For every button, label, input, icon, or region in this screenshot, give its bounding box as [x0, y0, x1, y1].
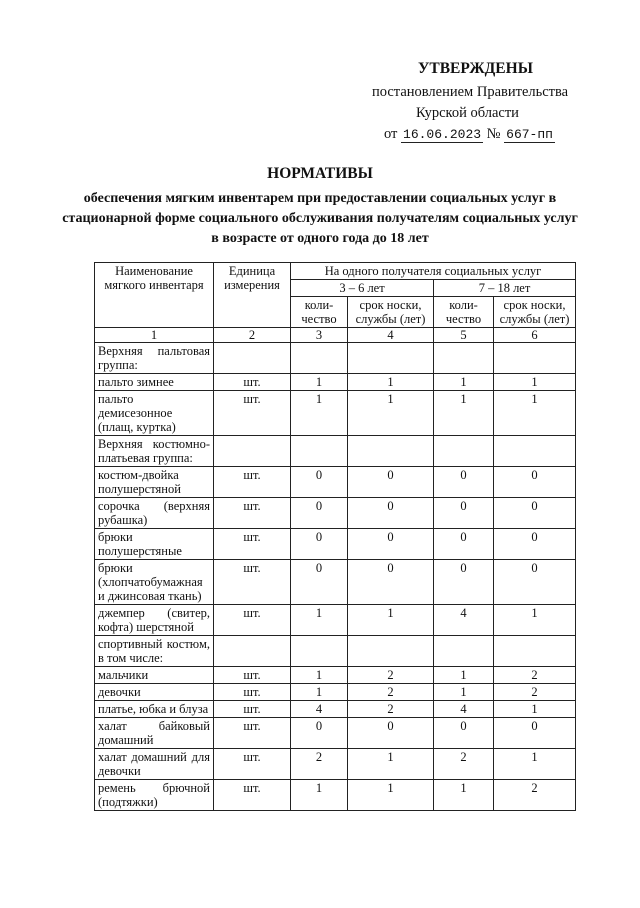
- term-7-18: 0: [494, 467, 576, 498]
- column-number: 3: [291, 328, 348, 343]
- qty-3-6: 1: [291, 391, 348, 436]
- approval-number: 667-пп: [506, 127, 553, 142]
- qty-7-18: [434, 343, 494, 374]
- qty-7-18: 1: [434, 391, 494, 436]
- qty-7-18: 1: [434, 684, 494, 701]
- approval-date: 16.06.2023: [403, 127, 482, 142]
- qty-3-6: 0: [291, 560, 348, 605]
- term-7-18: 1: [494, 374, 576, 391]
- qty-7-18: 0: [434, 718, 494, 749]
- table-row: [95, 749, 576, 780]
- item-unit: шт.: [214, 467, 291, 498]
- item-unit: шт.: [214, 718, 291, 749]
- header-qty-2: коли-чество: [434, 297, 494, 328]
- term-7-18: 0: [494, 498, 576, 529]
- term-7-18: 1: [494, 701, 576, 718]
- term-7-18: [494, 343, 576, 374]
- table-row: [95, 701, 576, 718]
- term-3-6: 0: [348, 498, 434, 529]
- term-3-6: 1: [348, 374, 434, 391]
- qty-7-18: 2: [434, 749, 494, 780]
- item-name: девочки: [95, 684, 214, 701]
- table-row: [95, 718, 576, 749]
- term-3-6: 0: [348, 560, 434, 605]
- item-unit: шт.: [214, 684, 291, 701]
- document-title: НОРМАТИВЫ: [267, 165, 373, 182]
- item-unit: шт.: [214, 780, 291, 811]
- qty-3-6: 1: [291, 780, 348, 811]
- header-term-2: срок носки, службы (лет): [494, 297, 576, 328]
- qty-3-6: 1: [291, 667, 348, 684]
- qty-3-6: 0: [291, 467, 348, 498]
- item-name: джемпер (свитер, кофта) шерстяной: [95, 605, 214, 636]
- header-name: Наименование мягкого инвентаря: [95, 263, 214, 328]
- item-unit: [214, 436, 291, 467]
- table-row: [95, 343, 576, 374]
- header-unit: Единица измерения: [214, 263, 291, 328]
- item-name: пальто демисезонное (плащ, куртка): [95, 391, 214, 436]
- approval-date-number: [384, 126, 555, 143]
- term-3-6: 1: [348, 605, 434, 636]
- norms-table: [94, 262, 576, 811]
- item-name: Верхняя пальтовая группа:: [95, 343, 214, 374]
- term-3-6: [348, 636, 434, 667]
- table-row: [95, 684, 576, 701]
- table-row: [95, 374, 576, 391]
- document-subtitle: обеспечения мягким инвентарем при предоставлении социальных услуг в стационарной форме социального обслуживания получателям социальных услуг в возрасте от одного года до 18 лет: [62, 191, 578, 246]
- table-row: [95, 667, 576, 684]
- norms-table-body: [95, 343, 576, 811]
- column-number: 6: [494, 328, 576, 343]
- term-7-18: 0: [494, 529, 576, 560]
- qty-3-6: 1: [291, 605, 348, 636]
- term-7-18: 2: [494, 684, 576, 701]
- column-number-row: [95, 328, 576, 343]
- term-3-6: 0: [348, 718, 434, 749]
- approval-region: Курской области: [416, 105, 519, 121]
- term-7-18: 0: [494, 560, 576, 605]
- term-7-18: 2: [494, 667, 576, 684]
- column-number: 2: [214, 328, 291, 343]
- item-unit: [214, 636, 291, 667]
- term-7-18: 2: [494, 780, 576, 811]
- item-name: сорочка (верхняя рубашка): [95, 498, 214, 529]
- qty-7-18: 1: [434, 667, 494, 684]
- term-7-18: 1: [494, 605, 576, 636]
- qty-3-6: [291, 436, 348, 467]
- term-7-18: 1: [494, 391, 576, 436]
- item-name: платье, юбка и блуза: [95, 701, 214, 718]
- table-row: [95, 560, 576, 605]
- from-label: от: [384, 126, 398, 142]
- item-name: Верхняя костюмно-платьевая группа:: [95, 436, 214, 467]
- item-unit: шт.: [214, 667, 291, 684]
- header-per-recipient: На одного получателя социальных услуг: [291, 263, 576, 280]
- approval-authority: постановлением Правительства: [372, 84, 569, 100]
- item-unit: шт.: [214, 749, 291, 780]
- qty-7-18: 0: [434, 560, 494, 605]
- term-7-18: 1: [494, 749, 576, 780]
- term-3-6: 1: [348, 749, 434, 780]
- column-number: 5: [434, 328, 494, 343]
- item-name: халат домашний для девочки: [95, 749, 214, 780]
- term-7-18: [494, 636, 576, 667]
- qty-3-6: 0: [291, 498, 348, 529]
- qty-3-6: [291, 343, 348, 374]
- term-7-18: 0: [494, 718, 576, 749]
- item-name: брюки (хлопчатобумажная и джинсовая ткань): [95, 560, 214, 605]
- term-3-6: 2: [348, 667, 434, 684]
- qty-3-6: 0: [291, 529, 348, 560]
- document-heading: [60, 165, 580, 249]
- item-unit: шт.: [214, 560, 291, 605]
- item-unit: шт.: [214, 391, 291, 436]
- item-name: костюм-двойка полушерстяной: [95, 467, 214, 498]
- term-3-6: [348, 343, 434, 374]
- header-age-3-6: 3 – 6 лет: [291, 280, 434, 297]
- item-unit: шт.: [214, 701, 291, 718]
- term-3-6: 0: [348, 467, 434, 498]
- item-unit: шт.: [214, 605, 291, 636]
- qty-3-6: [291, 636, 348, 667]
- table-row: [95, 529, 576, 560]
- qty-3-6: 2: [291, 749, 348, 780]
- term-3-6: 0: [348, 529, 434, 560]
- item-name: мальчики: [95, 667, 214, 684]
- term-3-6: 2: [348, 684, 434, 701]
- header-term-1: срок носки, службы (лет): [348, 297, 434, 328]
- item-unit: шт.: [214, 529, 291, 560]
- item-name: брюки полушерстяные: [95, 529, 214, 560]
- table-row: [95, 467, 576, 498]
- item-unit: [214, 343, 291, 374]
- table-row: [95, 391, 576, 436]
- qty-7-18: 0: [434, 529, 494, 560]
- table-row: [95, 498, 576, 529]
- header-qty-1: коли-чество: [291, 297, 348, 328]
- qty-7-18: 1: [434, 780, 494, 811]
- qty-3-6: 1: [291, 374, 348, 391]
- term-3-6: [348, 436, 434, 467]
- term-7-18: [494, 436, 576, 467]
- qty-7-18: 0: [434, 498, 494, 529]
- qty-3-6: 0: [291, 718, 348, 749]
- term-3-6: 1: [348, 391, 434, 436]
- item-name: спортивный костюм, в том числе:: [95, 636, 214, 667]
- table-row: [95, 636, 576, 667]
- table-row: [95, 605, 576, 636]
- column-number: 4: [348, 328, 434, 343]
- term-3-6: 1: [348, 780, 434, 811]
- qty-7-18: 4: [434, 701, 494, 718]
- qty-7-18: 4: [434, 605, 494, 636]
- qty-7-18: 0: [434, 467, 494, 498]
- qty-7-18: 1: [434, 374, 494, 391]
- item-name: ремень брючной (подтяжки): [95, 780, 214, 811]
- table-row: [95, 780, 576, 811]
- qty-7-18: [434, 636, 494, 667]
- item-name: пальто зимнее: [95, 374, 214, 391]
- approval-title: УТВЕРЖДЕНЫ: [418, 60, 533, 77]
- qty-3-6: 4: [291, 701, 348, 718]
- item-name: халат байковый домашний: [95, 718, 214, 749]
- qty-7-18: [434, 436, 494, 467]
- item-unit: шт.: [214, 374, 291, 391]
- column-number: 1: [95, 328, 214, 343]
- term-3-6: 2: [348, 701, 434, 718]
- qty-3-6: 1: [291, 684, 348, 701]
- table-row: [95, 436, 576, 467]
- item-unit: шт.: [214, 498, 291, 529]
- number-label: №: [486, 126, 501, 142]
- header-age-7-18: 7 – 18 лет: [434, 280, 576, 297]
